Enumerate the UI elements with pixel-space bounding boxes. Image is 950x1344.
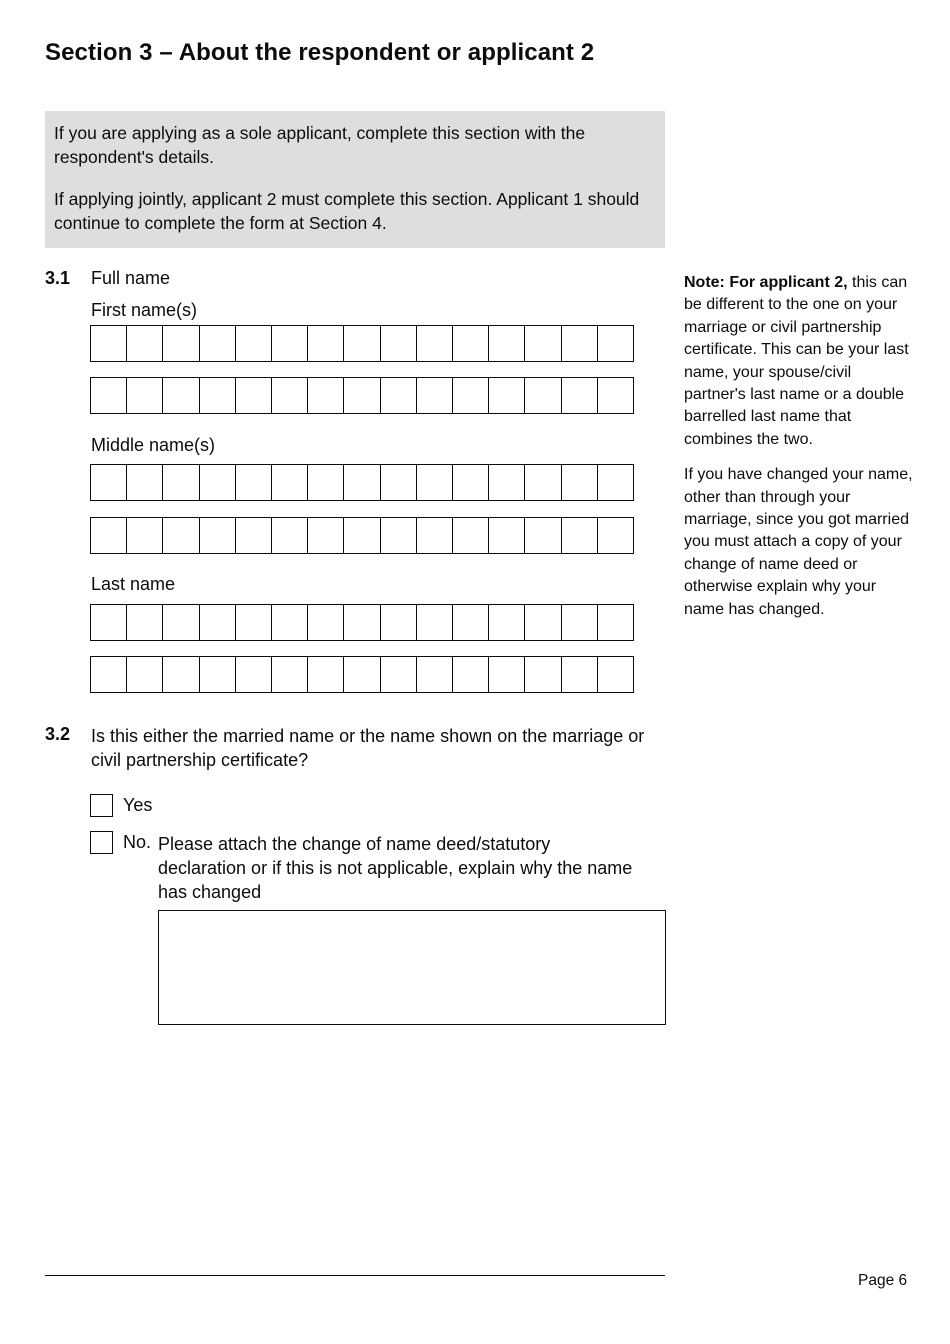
character-box[interactable] (91, 605, 127, 640)
character-box[interactable] (200, 518, 236, 553)
first-name-label: First name(s) (91, 300, 198, 320)
character-box[interactable] (163, 518, 199, 553)
character-box[interactable] (381, 518, 417, 553)
character-box[interactable] (344, 605, 380, 640)
character-box[interactable] (163, 605, 199, 640)
character-box[interactable] (163, 326, 199, 361)
character-box[interactable] (562, 326, 598, 361)
character-box[interactable] (417, 518, 453, 553)
character-box[interactable] (598, 605, 633, 640)
character-box[interactable] (308, 657, 344, 692)
character-box[interactable] (525, 326, 561, 361)
character-box[interactable] (236, 378, 272, 413)
character-box[interactable] (200, 605, 236, 640)
character-box[interactable] (453, 378, 489, 413)
character-box[interactable] (200, 657, 236, 692)
character-box[interactable] (489, 378, 525, 413)
last-name-input-row-1[interactable] (90, 604, 634, 641)
character-box[interactable] (453, 326, 489, 361)
character-box[interactable] (381, 465, 417, 500)
character-box[interactable] (417, 465, 453, 500)
character-box[interactable] (308, 326, 344, 361)
character-box[interactable] (236, 465, 272, 500)
character-box[interactable] (489, 657, 525, 692)
character-box[interactable] (91, 378, 127, 413)
character-box[interactable] (417, 326, 453, 361)
character-box[interactable] (525, 518, 561, 553)
character-box[interactable] (562, 657, 598, 692)
character-box[interactable] (344, 518, 380, 553)
character-box[interactable] (127, 657, 163, 692)
character-box[interactable] (453, 518, 489, 553)
character-box[interactable] (381, 326, 417, 361)
section-title: Section 3 – About the respondent or applicant 2 (45, 39, 595, 66)
character-box[interactable] (272, 326, 308, 361)
character-box[interactable] (127, 326, 163, 361)
character-box[interactable] (200, 378, 236, 413)
character-box[interactable] (127, 518, 163, 553)
page-number: Page 6 (858, 1272, 908, 1289)
character-box[interactable] (344, 326, 380, 361)
character-box[interactable] (417, 378, 453, 413)
character-box[interactable] (562, 465, 598, 500)
applicant-2-note (684, 272, 914, 634)
character-box[interactable] (598, 518, 633, 553)
character-box[interactable] (598, 465, 633, 500)
character-box[interactable] (127, 378, 163, 413)
note-text-2: If you have changed your name, other than through your marriage, since you got married you must attach a copy of your change of name deed or otherwise explain why your name has changed. (684, 466, 913, 618)
character-box[interactable] (236, 326, 272, 361)
character-box[interactable] (200, 465, 236, 500)
no-checkbox[interactable] (90, 831, 113, 854)
info-box (45, 111, 665, 248)
character-box[interactable] (272, 518, 308, 553)
info-para-sole: If you are applying as a sole applicant, complete this section with the respondent's details. (54, 123, 586, 167)
character-box[interactable] (272, 465, 308, 500)
character-box[interactable] (272, 605, 308, 640)
question-number-3-1: 3.1 (45, 268, 71, 288)
character-box[interactable] (236, 518, 272, 553)
character-box[interactable] (381, 605, 417, 640)
middle-name-label: Middle name(s) (91, 435, 216, 455)
character-box[interactable] (236, 605, 272, 640)
character-box[interactable] (163, 657, 199, 692)
character-box[interactable] (562, 378, 598, 413)
character-box[interactable] (453, 605, 489, 640)
character-box[interactable] (236, 657, 272, 692)
no-label: No. (123, 832, 152, 852)
question-3-2-text: Is this either the married name or the name shown on the marriage or civil partnership certificate? (91, 726, 645, 770)
character-box[interactable] (200, 326, 236, 361)
character-box[interactable] (489, 605, 525, 640)
character-box[interactable] (308, 465, 344, 500)
character-box[interactable] (127, 605, 163, 640)
character-box[interactable] (163, 465, 199, 500)
character-box[interactable] (272, 657, 308, 692)
full-name-label: Full name (91, 268, 171, 288)
character-box[interactable] (381, 657, 417, 692)
character-box[interactable] (453, 657, 489, 692)
character-box[interactable] (91, 657, 127, 692)
character-box[interactable] (163, 378, 199, 413)
character-box[interactable] (272, 378, 308, 413)
info-para-joint: If applying jointly, applicant 2 must complete this section. Applicant 1 should continue to complete the form at Section 4. (54, 189, 640, 233)
character-box[interactable] (525, 465, 561, 500)
footer-divider (45, 1275, 665, 1276)
yes-label: Yes (123, 795, 153, 815)
character-box[interactable] (381, 378, 417, 413)
character-box[interactable] (91, 326, 127, 361)
middle-name-input-row-2[interactable] (90, 517, 634, 554)
character-box[interactable] (525, 605, 561, 640)
character-box[interactable] (598, 657, 633, 692)
character-box[interactable] (308, 605, 344, 640)
first-name-input-row-2[interactable] (90, 377, 634, 414)
note-heading: Note: For applicant 2, (684, 274, 848, 291)
character-box[interactable] (489, 326, 525, 361)
last-name-label: Last name (91, 574, 176, 594)
character-box[interactable] (489, 465, 525, 500)
character-box[interactable] (598, 378, 633, 413)
character-box[interactable] (562, 518, 598, 553)
character-box[interactable] (308, 518, 344, 553)
character-box[interactable] (344, 465, 380, 500)
character-box[interactable] (308, 378, 344, 413)
character-box[interactable] (91, 518, 127, 553)
character-box[interactable] (127, 465, 163, 500)
character-box[interactable] (417, 657, 453, 692)
character-box[interactable] (525, 657, 561, 692)
question-number-3-2: 3.2 (45, 724, 71, 744)
character-box[interactable] (525, 378, 561, 413)
character-box[interactable] (344, 378, 380, 413)
character-box[interactable] (417, 605, 453, 640)
first-name-input-row-1[interactable] (90, 325, 634, 362)
name-change-explanation-input[interactable] (158, 910, 666, 1025)
character-box[interactable] (91, 465, 127, 500)
character-box[interactable] (598, 326, 633, 361)
character-box[interactable] (344, 657, 380, 692)
no-explanation-text: Please attach the change of name deed/statutory declaration or if this is not applicable, explain why the name has changed (158, 834, 633, 902)
note-text-1: this can be different to the one on your marriage or civil partnership certificate. This can be your last name, your spouse/civil partner's last name or a double barrelled last name that combines the two. (684, 274, 909, 448)
yes-checkbox[interactable] (90, 794, 113, 817)
character-box[interactable] (453, 465, 489, 500)
last-name-input-row-2[interactable] (90, 656, 634, 693)
middle-name-input-row-1[interactable] (90, 464, 634, 501)
character-box[interactable] (489, 518, 525, 553)
character-box[interactable] (562, 605, 598, 640)
